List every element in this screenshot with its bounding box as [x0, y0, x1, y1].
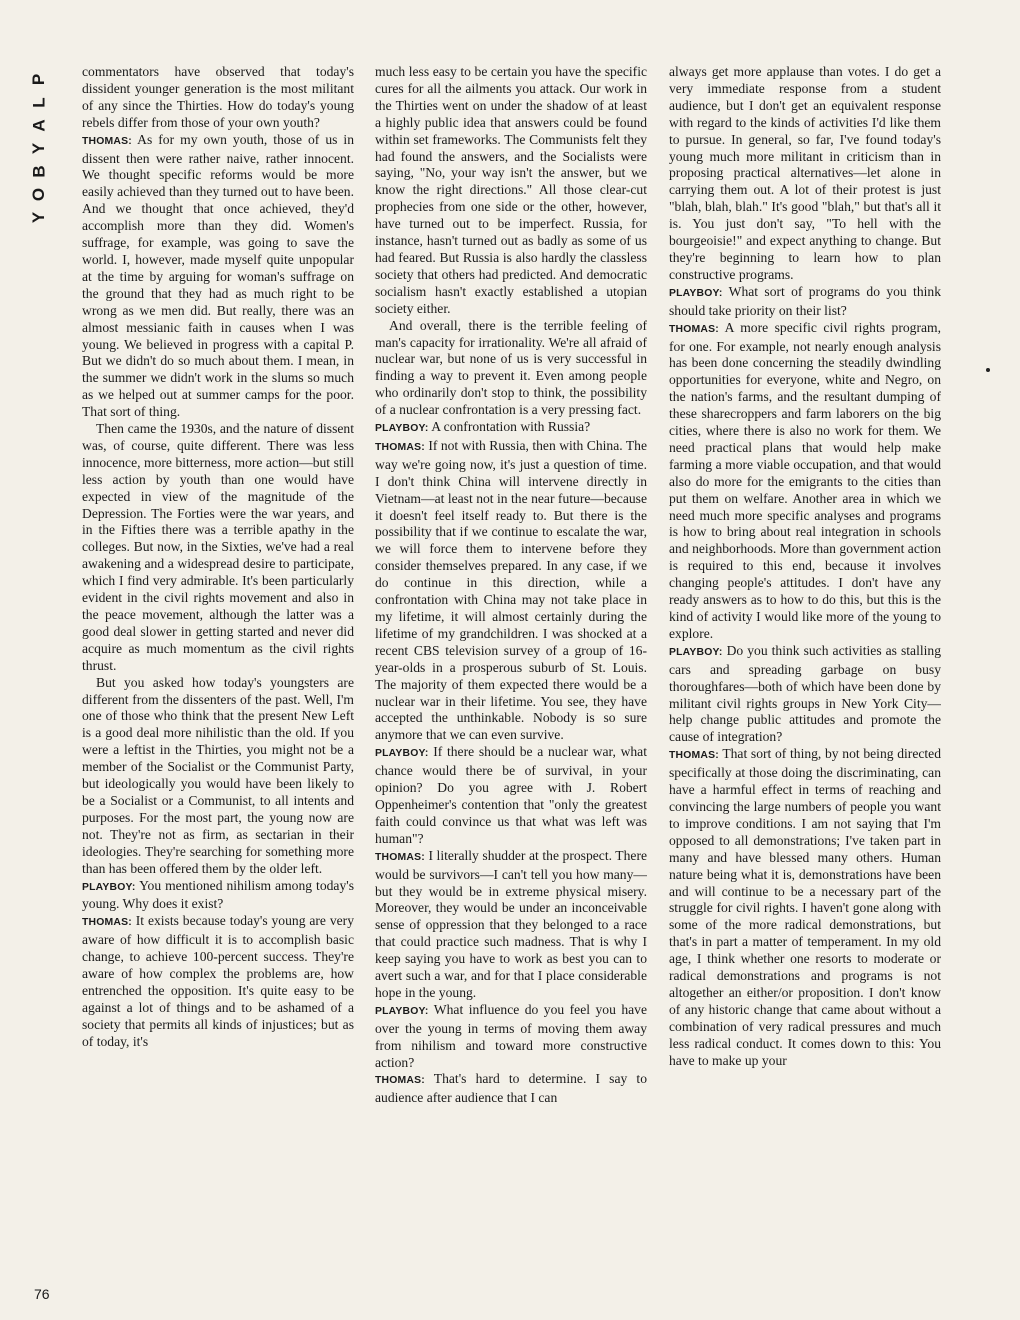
masthead-letter: B: [29, 165, 49, 178]
speaker-label: THOMAS:: [669, 750, 719, 762]
speaker-label: THOMAS:: [669, 323, 719, 335]
paragraph-text: always get more applause than votes. I do get a very immediate response from a student audience, but I don't get an equivalent response with regard to the kinds of activities I'd like them to pursue. In general, so far, I've found today's young much more militant in criticism than in proposing practical alternatives—let alone in carrying them out. A lot of their protest is just "blah, blah, blah." It's good "blah," but that's all it is. You just don't say, "To hell with the bourgeoisie!" and expect anything to change. But they're beginning to learn how to plan constructive programs.: [669, 64, 941, 282]
article-paragraph: [375, 419, 647, 438]
masthead-letter: L: [29, 97, 49, 108]
masthead-letter: Y: [29, 142, 49, 155]
paragraph-text: If there should be a nuclear war, what chance would there be of survival, in your opinion? Do you agree with J. Robert Oppenheimer's contention that "only the greatest faith could convince us that what was left was human"?: [375, 744, 647, 846]
speaker-label: THOMAS:: [375, 441, 425, 453]
paragraph-text: Then came the 1930s, and the nature of dissent was, of course, quite different. There was less innocence, more bitterness, more action—but still less action by youth than one would have expected in view of the magnitude of the Depression. The Forties were the war years, and in the Fifties there was a terrible apathy in the colleges. But now, in the Sixties, we've had a real awakening and a widespread desire to participate, which I find very admirable. It's been particularly evident in the civil rights movement and also in the peace movement, although the latter was a good deal slower in getting started and never did acquire as much momentum as the civil rights thrust.: [82, 421, 354, 673]
masthead-letter: O: [29, 187, 49, 202]
speaker-label: PLAYBOY:: [375, 423, 429, 435]
paragraph-text: A confrontation with Russia?: [431, 419, 591, 435]
article-paragraph: [669, 320, 941, 643]
article-paragraph: [82, 421, 354, 675]
article-paragraph: [669, 284, 941, 320]
paragraph-text: Do you think such activities as stalling cars and spreading garbage on busy thoroughfares—both of which have been done by militant civil rights groups in New York City—help change public attitudes and promote the cause of integration?: [669, 642, 941, 745]
speaker-label: THOMAS:: [82, 135, 132, 147]
article-paragraph: [82, 64, 354, 132]
masthead-letter: A: [29, 119, 49, 132]
article-paragraph: [82, 132, 354, 421]
paragraph-text: That's hard to determine. I say to audience after audience that I can: [375, 1071, 647, 1106]
magazine-masthead-vertical: [26, 68, 52, 229]
speaker-label: PLAYBOY:: [669, 646, 723, 658]
article-paragraph: [82, 675, 354, 878]
paragraph-text: If not with Russia, then with China. The way we're going now, it's just a question of time. I don't think China will intervene directly in Vietnam—at least not in the near future—because it doesn't feel itself ready to. But there is the possibility that if we continue to escalate the war, we will force them to intervene before they consider themselves prepared. In any case, if we do continue in this direction, while a confrontation with China may not take place in my lifetime, it will almost certainly during the lifetime of my grandchildren. I was shocked at a recent CBS television survey of a group of 16-year-olds in a prosperous suburb of St. Louis. The majority of them expected there would be a nuclear war in their lifetime. You see, they have accepted the unthinkable. Nobody is so sure anymore that we can even survive.: [375, 437, 647, 743]
paragraph-text: What sort of programs do you think should take priority on their list?: [669, 283, 941, 318]
masthead-letter: P: [29, 73, 49, 86]
speaker-label: THOMAS:: [375, 1075, 425, 1087]
paragraph-text: What influence do you feel you have over the young in terms of moving them away from nihilism and toward more constructive action?: [375, 1001, 647, 1070]
paragraph-text: A more specific civil rights program, for one. For example, not nearly enough analysis has been done concerning the steadily dwindling opportunities for everyone, white and Negro, on the nation's farms, and the resultant dumping of these sharecroppers and farm laborers on the big cities, where there is also no work for them. We need practical plans that would help make farming a more viable occupation, and that would also do more for the emigrants to the cities than put them on welfare. Another area in which we need much more specific analyses and programs is how to bring about real integration in schools and neighborhoods. More than government action is required to this end, because it involves changing people's attitudes. I don't have any ready answers as to how to do this, but this is the kind of activity I would like more of the young to explore.: [669, 319, 941, 641]
paragraph-text: You mentioned nihilism among today's young. Why does it exist?: [82, 877, 354, 912]
paragraph-text: That sort of thing, by not being directed specifically at those doing the discriminating, can have a harmful effect in terms of reaching and convincing the large numbers of people you want to improve conditions. I am not saying that I'm opposed to all demonstrations; I've taken part in many and have blessed many others. Human nature being what it is, demonstrations have been and will continue to be a necessary part of the struggle for civil rights. I haven't gone along with some of the more radical demonstrations, but that's in part a matter of temperament. In my old age, I think whether one resorts to moderate or radical demonstrations and programs is not altogether an either/or proposition. I don't know of any historic change that came about without a combination of very radical pressures and much less radical conduct. It comes down to this: You have to make up your: [669, 746, 941, 1068]
article-paragraph: [669, 746, 941, 1069]
article-paragraph: [669, 64, 941, 284]
paragraph-text: But you asked how today's youngsters are different from the dissenters of the past. Well, I'm one of those who think that the present New Left is a good deal more nihilistic than the old. If you were a leftist in the Thirties, you might not be a member of the Socialist or the Communist Party, but ideologically you would have been likely to be a Socialist or a Communist, to all intents and purposes. For the most part, the young now are not. They're not as firm, as sectarian in their ideologies. They're searching for something more than has been offered them by the older left.: [82, 674, 354, 876]
speaker-label: PLAYBOY:: [669, 287, 723, 299]
speaker-label: PLAYBOY:: [82, 881, 136, 893]
paragraph-text: And overall, there is the terrible feeling of man's capacity for irrationality. We're all afraid of nuclear war, but none of us is very successful in finding a way to prevent it. Even among people who ordinarily don't stop to think, the possibility of a nuclear confrontation is a very pressing fact.: [375, 317, 647, 418]
article-paragraph: [375, 318, 647, 419]
text-column-3: [669, 64, 941, 1299]
masthead-letter: Y: [29, 211, 49, 224]
article-paragraph: [82, 913, 354, 1050]
text-column-2: [375, 64, 647, 1299]
paragraph-text: much less easy to be certain you have the specific cures for all the ailments you attack. Our work in the Thirties went on under the shadow of at least a highly public idea that answers could be found within set frameworks. The Communists felt they had found the answers, and the Socialists were saying, "No, your way isn't the answer, but we know the right directions." All those clear-cut prophecies from one side or the other, however, have turned out to be imperfect. Russia, for instance, hasn't turned out as badly as some of us had feared. But Russia is also hardly the classless society that others had predicted. And democratic socialism hasn't exactly established a utopian society either.: [375, 64, 647, 316]
article-paragraph: [375, 64, 647, 318]
text-column-1: [82, 64, 354, 1299]
article-paragraph: [669, 643, 941, 746]
article-paragraph: [375, 744, 647, 847]
article-paragraph: [375, 1071, 647, 1107]
article-paragraph: [375, 1002, 647, 1072]
speaker-label: THOMAS:: [375, 851, 425, 863]
paragraph-text: commentators have observed that today's dissident younger generation is the most militant of any since the Thirties. How do today's young rebels differ from those of your own youth?: [82, 64, 354, 130]
article-paragraph: [375, 848, 647, 1002]
article-paragraph: [375, 438, 647, 744]
speaker-label: THOMAS:: [82, 917, 132, 929]
speaker-label: PLAYBOY:: [375, 1005, 429, 1017]
paragraph-text: I literally shudder at the prospect. There would be survivors—I can't tell you how many—but they would be in extreme physical misery. Moreover, they would be under an inconceivable sense of oppression that they belonged to a race that could practice such madness. That is why I keep saying you have to work as best you can to avert such a war, and for that I place considerable hope in the young.: [375, 847, 647, 1000]
margin-mark: [986, 368, 990, 372]
paragraph-text: It exists because today's young are very aware of how difficult it is to accomplish basic change, to achieve 100-percent success. They're aware of how complex the problems are, how entrenched the opposition. It's quite easy to be against a lot of things and to be ashamed of a society that permits all kinds of injustices; but as of today, it's: [82, 913, 354, 1049]
article-paragraph: [82, 878, 354, 914]
page-number: 76: [34, 1286, 50, 1302]
speaker-label: PLAYBOY:: [375, 748, 429, 760]
paragraph-text: As for my own youth, those of us in dissent then were rather naive, rather innocent. We thought specific reforms would be more easily achieved than they turned out to have been. And we thought that once achieved, they'd accomplish more than they did. Women's suffrage, for example, was going to save the world. I, however, made myself quite unpopular at the time by arguing for woman's suffrage on the ground that they had as much right to be wrong as we men did. But really, there was an almost messianic faith in causes when I was young. We believed in progress with a capital P. But we didn't do so much about them. I mean, in the summer we didn't work in the slums so much as we helped out at summer camps for the poor. That sort of thing.: [82, 131, 354, 420]
